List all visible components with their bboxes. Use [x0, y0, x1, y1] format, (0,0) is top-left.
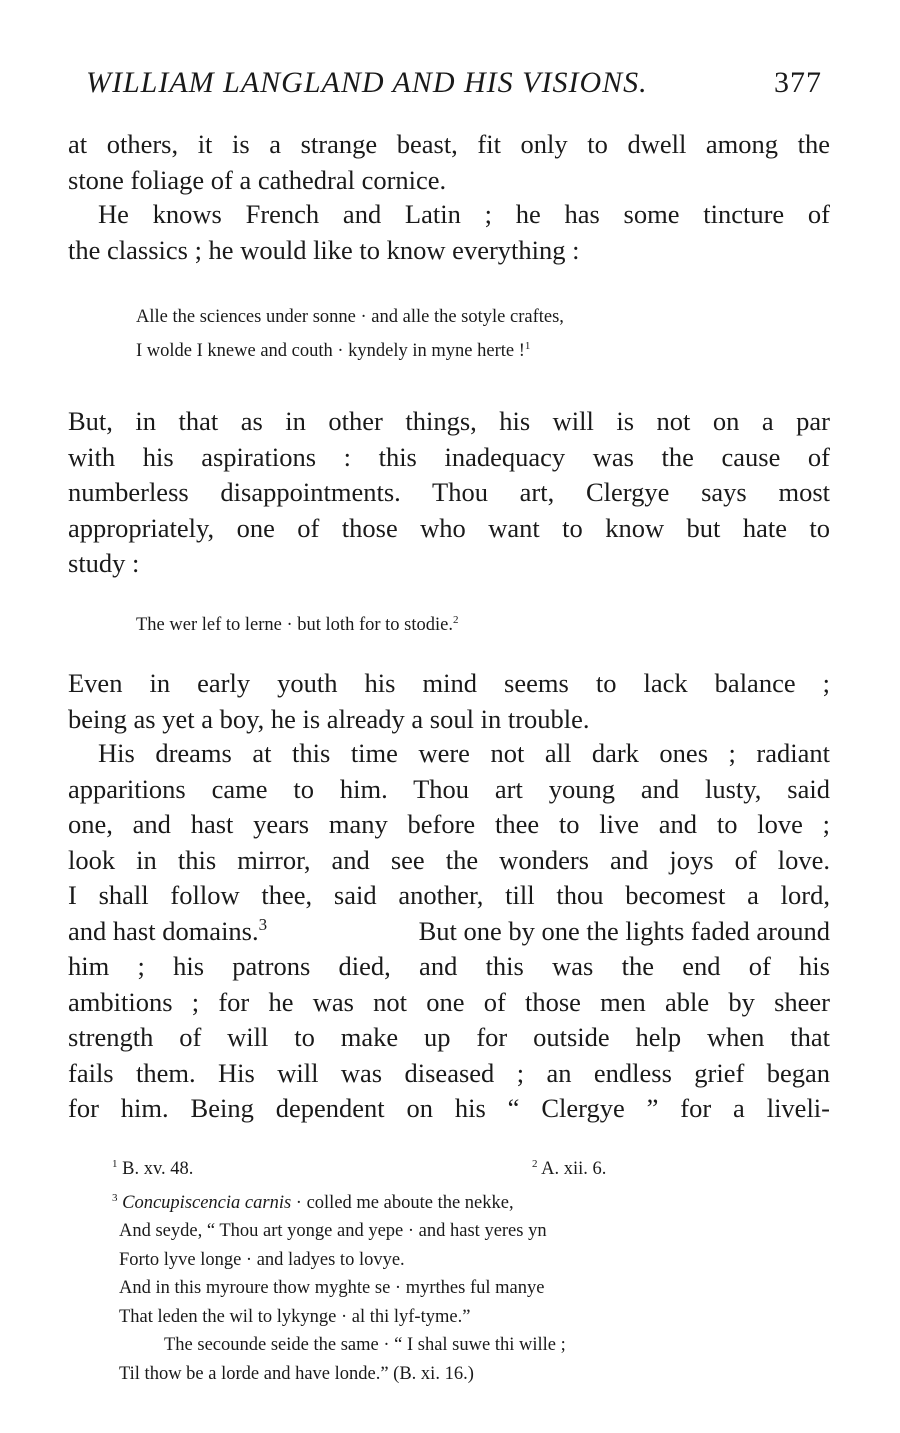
text-line: apparitions came to him. Thou art young and lusty, said — [68, 773, 830, 804]
footnote-1: B. xv. 48. — [122, 1159, 194, 1180]
footnote-2: A. xii. 6. — [541, 1159, 607, 1180]
verse-line — [136, 606, 756, 640]
text-line: His dreams at this time were not all dark ones ; radiant — [98, 738, 830, 768]
text-line: fails them. His will was diseased ; an endless grief began — [68, 1057, 830, 1088]
running-header — [86, 66, 826, 112]
paragraph-3 — [68, 404, 830, 582]
footnote-3-line: That leden the wil to lykynge · al thi lyf-tyme.” — [119, 1306, 471, 1327]
footnote-3-line: Forto lyve longe · and ladyes to lovye. — [119, 1249, 405, 1270]
footnote-marker: 3 — [112, 1191, 118, 1204]
paragraph-5 — [68, 736, 830, 1127]
text-line: at others, it is a strange beast, fit only to dwell among the — [68, 129, 830, 159]
text-line: appropriately, one of those who want to know but hate to — [68, 512, 830, 543]
footnote-marker: 2 — [532, 1158, 538, 1170]
text-line: for him. Being dependent on his “ Clergye ” for a liveli- — [68, 1093, 830, 1123]
verse-line: Alle the sciences under sonne · and alle the sotyle craftes, — [136, 307, 564, 327]
verse-quote-2 — [136, 606, 756, 640]
text-line — [68, 914, 830, 950]
footnote-3-line: And seyde, “ Thou art yonge and yepe · and hast yeres yn — [119, 1221, 547, 1242]
footnote-3-line: The secounde seide the same · “ I shal suwe thi wille ; — [164, 1335, 566, 1356]
text-line: But, in that as in other things, his will is not on a par — [68, 406, 830, 436]
footnote-marker: 1 — [112, 1158, 118, 1170]
text-line-start: and hast domains. — [68, 915, 259, 946]
text-line: stone foliage of a cathedral cornice. — [68, 164, 447, 195]
footnote-3-line: And in this myroure thow myghte se · myrthes ful manye — [119, 1278, 545, 1299]
verse-line — [136, 332, 756, 366]
text-line: look in this mirror, and see the wonders and joys of love. — [68, 844, 830, 875]
text-segment — [68, 914, 267, 950]
page-number: 377 — [774, 66, 822, 99]
text-line: study : — [68, 548, 140, 578]
footnote-3-latin: Concupiscencia carnis — [122, 1192, 292, 1213]
text-line: being as yet a boy, he is already a soul in trouble. — [68, 703, 590, 734]
footnote-row-1-2 — [112, 1150, 712, 1184]
footnote-marker: 3 — [258, 914, 268, 934]
paragraph-2 — [68, 197, 830, 268]
text-line: numberless disappointments. Thou art, Clergye says most — [68, 477, 830, 507]
text-line: I shall follow thee, said another, till thou becomest a lord, — [68, 880, 830, 910]
footnote-3-first-rest: · colled me aboute the nekke, — [291, 1192, 514, 1213]
text-line: with his aspirations : this inadequacy was the cause of — [68, 441, 830, 472]
text-line: him ; his patrons died, and this was the end of his — [68, 951, 830, 981]
footnote-3-first — [112, 1184, 712, 1218]
text-line: ambitions ; for he was not one of those men able by sheer — [68, 986, 830, 1017]
footnote-2-wrap — [532, 1150, 606, 1184]
running-title: WILLIAM LANGLAND AND HIS VISIONS. — [86, 66, 648, 99]
text-line: Even in early youth his mind seems to lack balance ; — [68, 668, 830, 698]
footnotes — [112, 1150, 712, 1388]
verse-line-text: I wolde I knewe and couth · kyndely in myne herte ! — [136, 341, 525, 362]
paragraph-1 — [68, 127, 830, 198]
footnote-marker: 1 — [524, 340, 531, 352]
text-line: He knows French and Latin ; he has some tincture of — [98, 199, 830, 229]
verse-line-text: The wer lef to lerne · but loth for to stodie. — [136, 615, 453, 636]
text-line: strength of will to make up for outside help when that — [68, 1022, 830, 1052]
verse-quote-1 — [136, 303, 756, 366]
text-line-end: But one by one the lights faded around — [418, 915, 830, 946]
paragraph-4 — [68, 666, 830, 737]
text-line: one, and hast years many before thee to live and to love ; — [68, 809, 830, 839]
footnote-3-line: Til thow be a lorde and have londe.” (B. xi. 16.) — [119, 1363, 474, 1384]
footnote-marker: 2 — [452, 614, 459, 626]
text-line: the classics ; he would like to know everything : — [68, 234, 580, 265]
